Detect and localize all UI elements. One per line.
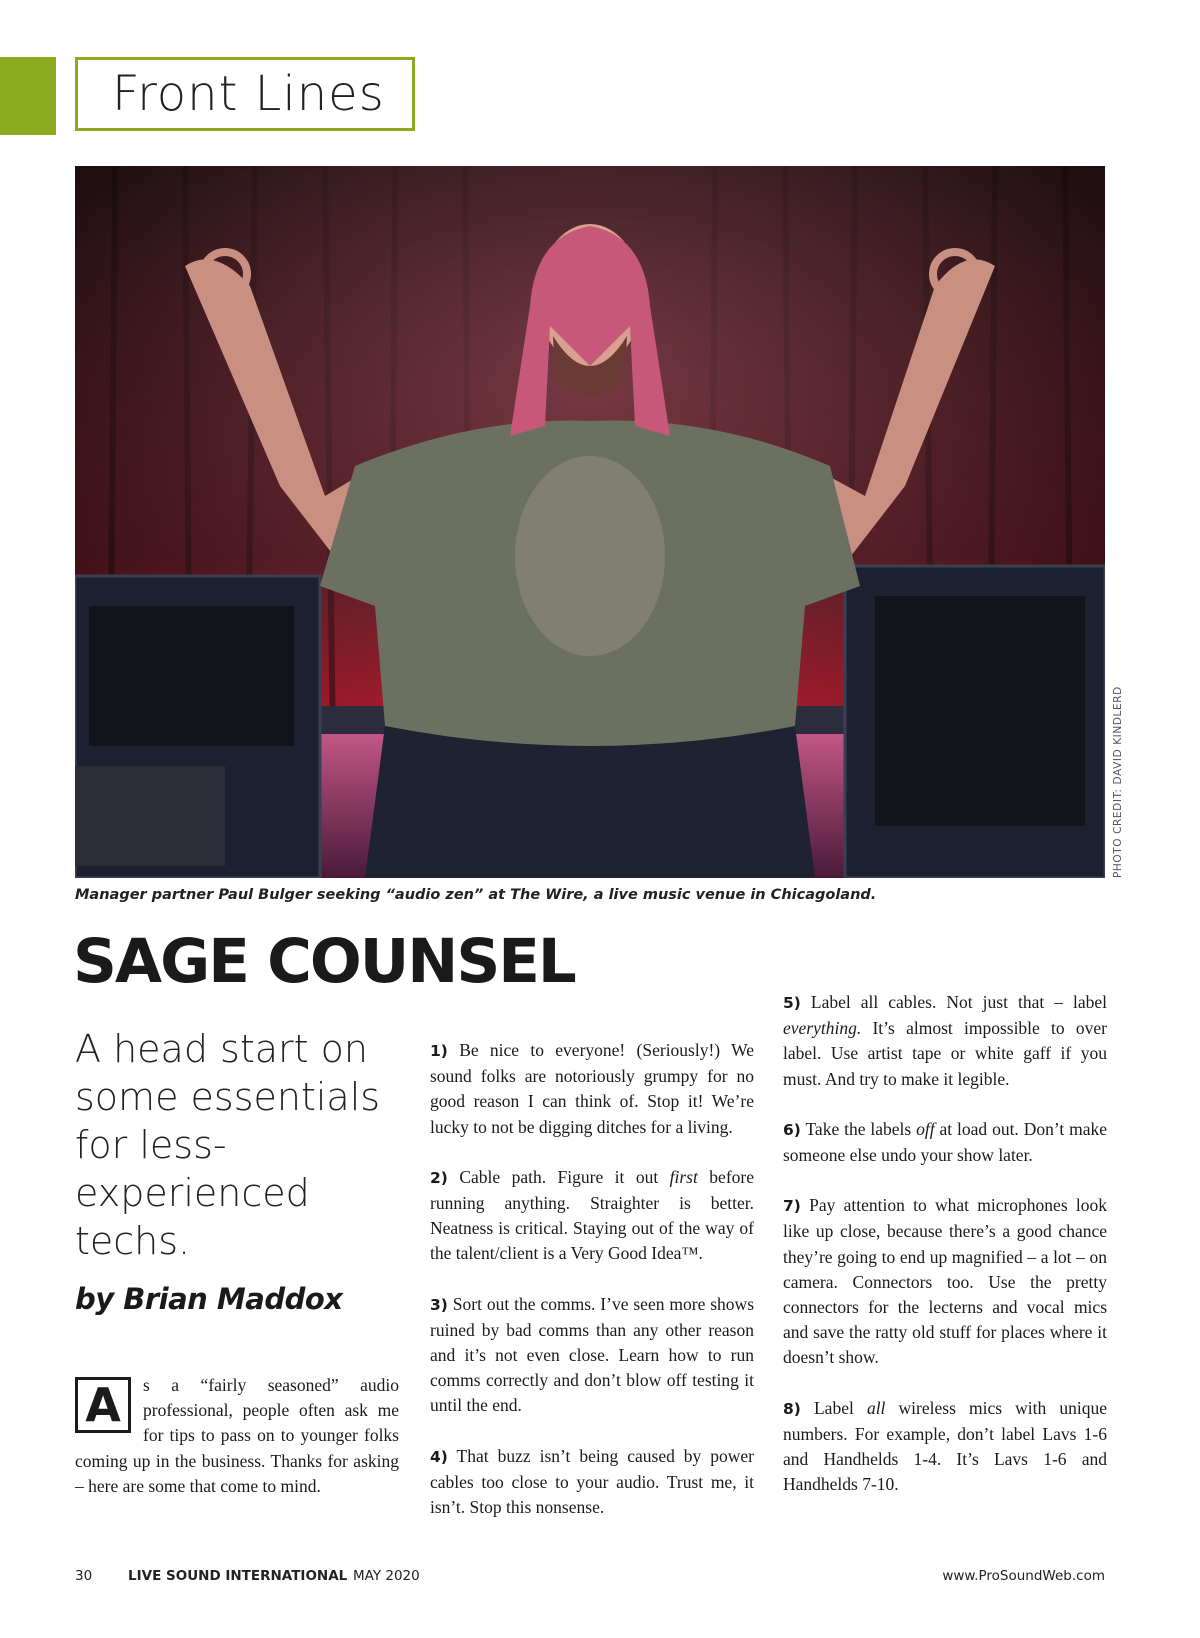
magazine-name: LIVE SOUND INTERNATIONAL — [128, 1568, 348, 1584]
website-url: www.ProSoundWeb.com — [942, 1568, 1105, 1584]
issue-date: MAY 2020 — [353, 1568, 420, 1584]
tip-item — [430, 1165, 754, 1267]
tip-emphasis: everything. — [783, 1018, 862, 1039]
article-byline: by Brian Maddox — [75, 1282, 343, 1316]
section-label-text: Front Lines — [112, 66, 385, 122]
tip-number: 1) — [430, 1042, 448, 1060]
tip-number: 7) — [783, 1197, 801, 1216]
tip-text: That buzz isn’t being caused by power cables too close to your audio. Trust me, it isn’t. Stop this nonsense. — [430, 1445, 755, 1518]
drop-cap: A — [75, 1377, 131, 1433]
photo-credit-text: PHOTO CREDIT: DAVID KINDLERD — [1112, 686, 1124, 878]
section-label — [75, 57, 415, 131]
intro-text: s a “fairly seasoned” audio professional, people often ask me for tips to pass on to younger folks coming up in the business. Thanks for asking – here are some that come to mind. — [75, 1375, 399, 1496]
column-3 — [783, 990, 1107, 1522]
tip-text-after: at load out. Don’t make someone else undo your show later. — [783, 1118, 1108, 1166]
photo-credit — [1108, 682, 1128, 878]
tip-number: 2) — [430, 1168, 448, 1187]
tip-text: Label — [813, 1397, 867, 1418]
tip-number: 4) — [430, 1447, 448, 1466]
tip-text: Take the labels — [805, 1118, 917, 1139]
tip-item — [430, 1038, 754, 1140]
photo-caption: Manager partner Paul Bulger seeking “audio zen” at The Wire, a live music venue in Chicagoland. — [75, 887, 877, 903]
column-2 — [430, 1038, 754, 1545]
tip-text: Sort out the comms. I’ve seen more shows ruined by bad comms than any other reason and it’s not even close. Learn how to run comms correctly and don’t blow off testing it until the end. — [430, 1293, 755, 1416]
tip-emphasis: off — [916, 1118, 935, 1139]
tip-item — [783, 990, 1107, 1092]
section-color-tab — [0, 57, 56, 135]
tip-item — [430, 1292, 754, 1419]
intro-paragraph — [75, 1373, 399, 1499]
tip-emphasis: first — [669, 1166, 698, 1187]
tip-text: Cable path. Figure it out — [459, 1166, 670, 1187]
tip-number: 8) — [783, 1399, 801, 1418]
tip-text-after: before running anything. Straighter is better. Neatness is critical. Staying out of the way of the talent/client is a Very Good Idea™. — [430, 1166, 754, 1264]
tip-number: 5) — [783, 994, 801, 1012]
article-deck: A head start on some essentials for less-experienced techs. — [75, 1027, 381, 1263]
tip-item — [783, 1193, 1107, 1370]
tip-emphasis: all — [866, 1397, 886, 1418]
tip-item — [783, 1396, 1107, 1498]
column-1 — [75, 1373, 399, 1524]
tip-text: Label all cables. Not just that – label — [810, 992, 1108, 1012]
feature-photo — [75, 166, 1105, 878]
page-number: 30 — [75, 1568, 93, 1584]
tip-number: 3) — [430, 1295, 448, 1314]
article-headline: SAGE COUNSEL — [73, 926, 575, 997]
tip-item — [430, 1444, 754, 1521]
tip-text-after: wireless mics with unique numbers. For example, don’t label Lavs 1-6 and Handhelds 1-4. It’s Lavs 1-6 and Handhelds 7-10. — [783, 1397, 1107, 1495]
tip-number: 6) — [783, 1120, 801, 1139]
tip-text-after: It’s almost impossible to over label. Use artist tape or white gaff if you must. And try to make it legible. — [783, 1018, 1107, 1089]
tip-text: Be nice to everyone! (Seriously!) We sound folks are notoriously grumpy for no good reason I can think of. Stop it! We’re lucky to not be digging ditches for a living. — [430, 1040, 755, 1137]
tip-item — [783, 1117, 1107, 1168]
tip-text: Pay attention to what microphones look like up close, because there’s a good chance they’re going to end up magnified – a lot – on camera. Connectors too. Use the pretty connectors for the lecterns and vocal mics and save the ratty old stuff for places where it doesn’t show. — [783, 1195, 1107, 1368]
